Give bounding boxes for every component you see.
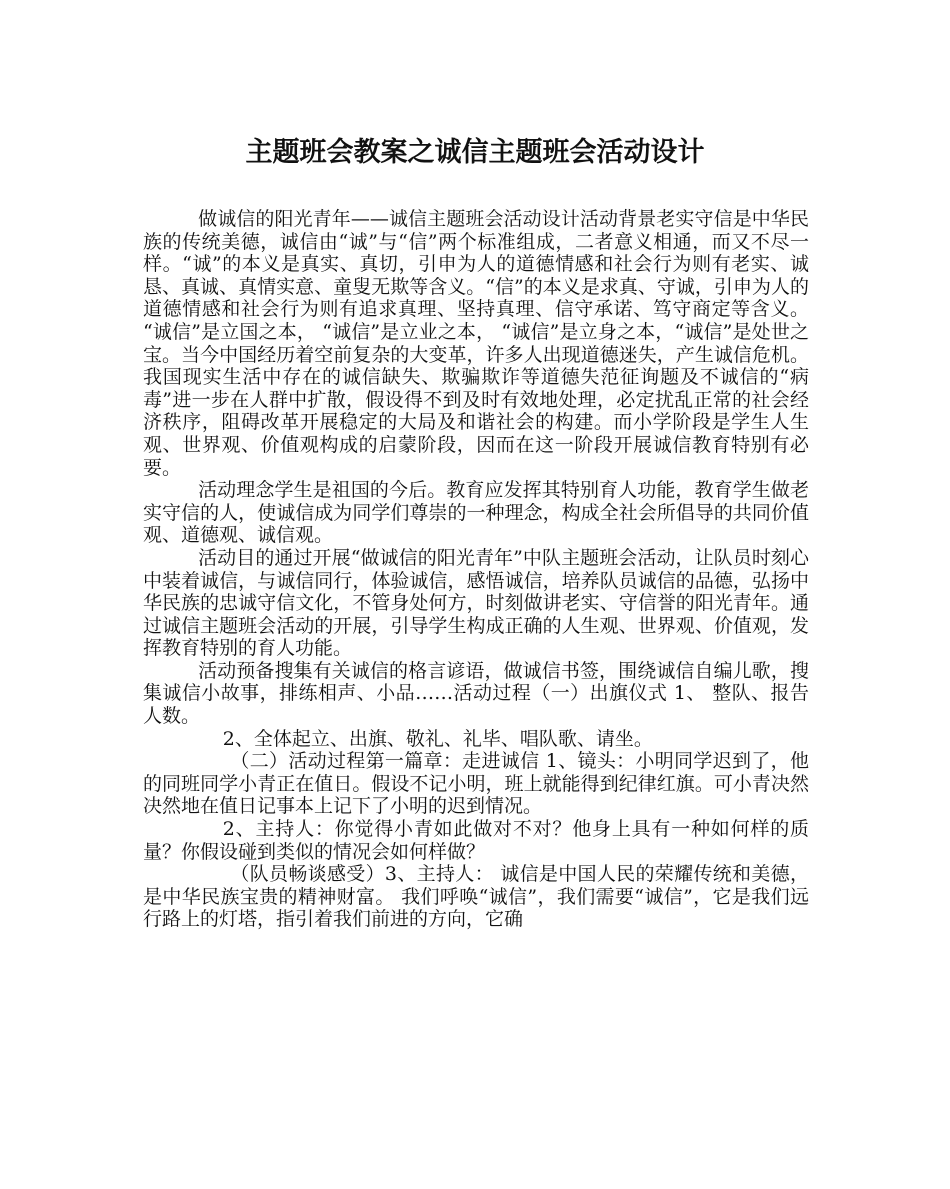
paragraph-concept: 活动理念学生是祖国的今后。教育应发挥其特别育人功能，教育学生做老实守信的人，使诚信成为同学们尊崇的一种理念，构成全社会所倡导的共同价值观、道德观、诚信观。 bbox=[143, 479, 809, 547]
document-body bbox=[143, 208, 809, 931]
paragraph-host-question: 2、主持人：你觉得小青如此做对不对？他身上具有一种如何样的质量？你假设碰到类似的情况会如何样做？ bbox=[143, 818, 809, 863]
paragraph-purpose: 活动目的通过开展“做诚信的阳光青年”中队主题班会活动，让队员时刻心中装着诚信，与诚信同行，体验诚信，感悟诚信，培养队员诚信的品德，弘扬中华民族的忠诚守信文化，不管身处何方，时刻做讲老实、守信誉的阳光青年。通过诚信主题班会活动的开展，引导学生构成正确的人生观、世界观、价值观，发挥教育特别的育人功能。 bbox=[143, 546, 809, 660]
paragraph-host-speech: （队员畅谈感受）3、主持人： 诚信是中国人民的荣耀传统和美德，是中华民族宝贵的精神财富。 我们呼唤“诚信”，我们需要“诚信”，它是我们远行路上的灯塔，指引着我们前进的方向，它确 bbox=[143, 863, 809, 931]
document-title: 主题班会教案之诚信主题班会活动设计 bbox=[245, 137, 705, 168]
paragraph-chapter-one: （二）活动过程第一篇章：走进诚信 1、镜头：小明同学迟到了，他的同班同学小青正在值日。假设不记小明，班上就能得到纪律红旗。可小青决然决然地在值日记事本上记下了小明的迟到情况。 bbox=[143, 750, 809, 818]
paragraph-flag-ceremony: 2、全体起立、出旗、敬礼、礼毕、唱队歌、请坐。 bbox=[222, 727, 653, 750]
paragraph-preparation: 活动预备搜集有关诚信的格言谚语，做诚信书签，围绕诚信自编儿歌，搜集诚信小故事，排练相声、小品……活动过程（一）出旗仪式 1、 整队、报告人数。 bbox=[143, 659, 809, 728]
paragraph-background: 做诚信的阳光青年——诚信主题班会活动设计活动背景老实守信是中华民族的传统美德，诚信由“诚”与“信”两个标准组成，二者意义相通，而又不尽一样。“诚”的本义是真实、真切，引申为人的道德情感和社会行为则有老实、诚恳、真诚、真情实意、童叟无欺等含义。“信”的本义是求真、守诚，引申为人的道德情感和社会行为则有追求真理、坚持真理、信守承诺、笃守商定等含义。 “诚信”是立国之本， “诚信”是立业之本， “诚信”是立身之本，“诚信”是处世之宝。当今中国经历着空前复杂的大变革，许多人出现道德迷失，产生诚信危机。我国现实生活中存在的诚信缺失、欺骗欺诈等道德失范征询题及不诚信的“病毒”进一步在人群中扩散，假设得不到及时有效地处理，必定扰乱正常的社会经济秩序，阻碍改革开展稳定的大局及和谐社会的构建。而小学阶段是学生人生观、世界观、价值观构成的启蒙阶段，因而在这一阶段开展诚信教育特别有必要。 bbox=[143, 208, 809, 479]
